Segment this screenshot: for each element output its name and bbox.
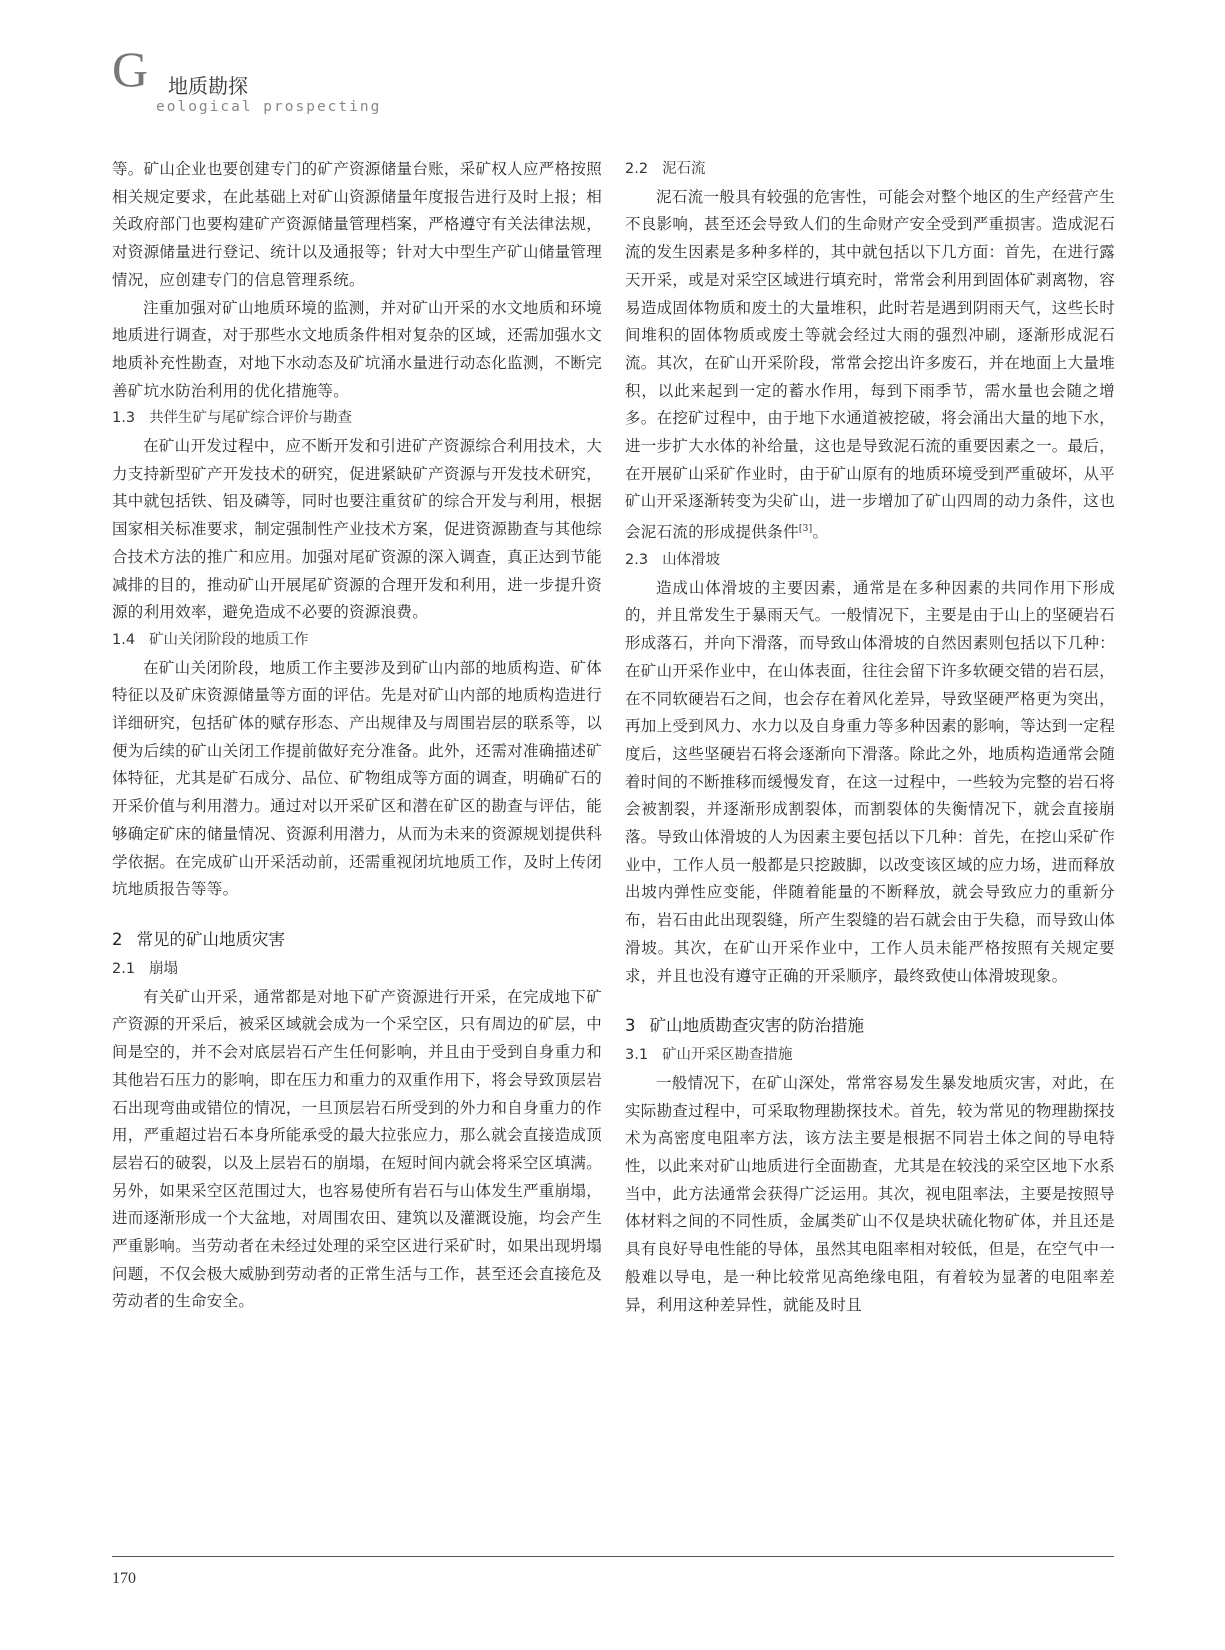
paragraph: 泥石流一般具有较强的危害性，可能会对整个地区的生产经营产生不良影响，甚至还会导致人们的生命财产安全受到严重损害。造成泥石流的发生因素是多种多样的，其中就包括以下几方面：首先，在进行露天开采，或是对采空区域进行填充时，常常会利用到固体矿剥离物，容易造成固体物质和废土的大量堆积，此时若是遇到阴雨天气，这些长时间堆积的固体物质或废土等就会经过大雨的强烈冲刷，逐渐形成泥石流。其次，在矿山开采阶段，常常会挖出许多废石，并在地面上大量堆积，以此来起到一定的蓄水作用，每到下雨季节，需水量也会随之增多。在挖矿过程中，由于地下水通道被挖破，将会涌出大量的地下水，进一步扩大水体的补给量，这也是导致泥石流的重要因素之一。最后，在开展矿山采矿作业时，由于矿山原有的地质环境受到严重破坏，从平矿山开采逐渐转变为尖矿山，进一步增加了矿山四周的动力条件，这也会泥石流的形成提供条件[3]。: [625, 187, 1115, 542]
paragraph: 在矿山关闭阶段，地质工作主要涉及到矿山内部的地质构造、矿体特征以及矿床资源储量等方面的评估。先是对矿山内部的地质构造进行详细研究，包括矿体的赋存形态、产出规律及与周围岩层的联系等，以便为后续的矿山关闭工作提前做好充分准备。此外，还需对准确描述矿体特征，尤其是矿石成分、品位、矿物组成等方面的调查，明确矿石的开采价值与利用潜力。通过对以开采矿区和潜在矿区的勘查与评估，能够确定矿床的储量情况、资源利用潜力，从而为未来的资源规划提供科学依据。在完成矿山开采活动前，还需重视闭坑地质工作，及时上传闭坑地质报告等等。: [112, 658, 602, 899]
journal-section-title: 地质勘探: [168, 74, 248, 98]
journal-section-subtitle: eological prospecting: [156, 99, 382, 115]
chapter-heading: 3 矿山地质勘查灾害的防治措施: [625, 1016, 864, 1036]
journal-logo-letter: G: [112, 41, 149, 97]
journal-header: [112, 41, 712, 124]
right-column: [625, 156, 1115, 1319]
page-number: 170: [112, 1570, 136, 1587]
section-heading: 3.1 矿山开采区勘查措施: [625, 1047, 793, 1064]
section-heading: 2.2 泥石流: [625, 161, 706, 177]
paragraph: 等。矿山企业也要创建专门的矿产资源储量台账，采矿权人应严格按照相关规定要求，在此基础上对矿山资源储量年度报告进行及时上报；相关政府部门也要构建矿产资源储量管理档案，严格遵守有关法律法规，对资源储量进行登记、统计以及通报等；针对大中型生产矿山储量管理情况，应创建专门的信息管理系统。: [112, 160, 602, 289]
citation-reference: [3]: [798, 524, 813, 535]
section-heading: 1.3 共伴生矿与尾矿综合评价与勘查: [112, 410, 353, 427]
paragraph: 造成山体滑坡的主要因素，通常是在多种因素的共同作用下形成的，并且常发生于暴雨天气。一般情况下，主要是由于山上的坚硬岩石形成落石，并向下滑落，而导致山体滑坡的自然因素则包括以下几种：在矿山开采作业中，在山体表面，往往会留下许多软硬交错的岩石层，在不同软硬岩石之间，也会存在着风化差异，导致坚硬严格更为突出，再加上受到风力、水力以及自身重力等多种因素的影响，等达到一定程度后，这些坚硬岩石将会逐渐向下滑落。除此之外，地质构造通常会随着时间的不断推移而缓慢发育，在这一过程中，一些较为完整的岩石将会被割裂，并逐渐形成割裂体，而割裂体的失衡情况下，就会直接崩落。导致山体滑坡的人为因素主要包括以下几种：首先，在挖山采矿作业中，工作人员一般都是只挖跛脚，以改变该区域的应力场，进而释放出坡内弹性应变能，伴随着能量的不断释放，就会导致应力的重新分布，岩石由此出现裂缝，所产生裂缝的岩石就会由于失稳，而导致山体滑坡。其次，在矿山开采作业中，工作人员未能严格按照有关规定要求，并且也没有遵守正确的开采顺序，最终致使山体滑坡现象。: [625, 578, 1115, 985]
left-column: [112, 156, 602, 1316]
paragraph: 注重加强对矿山地质环境的监测，并对矿山开采的水文地质和环境地质进行调查，对于那些水文地质条件相对复杂的区域，还需加强水文地质补充性勘查，对地下水动态及矿坑涌水量进行动态化监测，不断完善矿坑水防治利用的优化措施等。: [112, 298, 602, 400]
footer-divider: [112, 1556, 1114, 1557]
paragraph: 在矿山开发过程中，应不断开发和引进矿产资源综合利用技术，大力支持新型矿产开发技术的研究，促进紧缺矿产资源与开发技术研究，其中就包括铁、铝及磷等，同时也要注重贫矿的综合开发与利用，根据国家相关标准要求，制定强制性产业技术方案，促进资源勘查与其他综合技术方法的推广和应用。加强对尾矿资源的深入调查，真正达到节能减排的目的，推动矿山开展尾矿资源的合理开发和利用，进一步提升资源的利用效率，避免造成不必要的资源浪费。: [112, 437, 602, 622]
section-heading: 1.4 矿山关闭阶段的地质工作: [112, 631, 309, 648]
chapter-heading: 2 常见的矿山地质灾害: [112, 929, 285, 949]
paragraph: 一般情况下，在矿山深处，常常容易发生暴发地质灾害，对此，在实际勘查过程中，可采取物理勘探技术。首先，较为常见的物理勘探技术为高密度电阻率方法，该方法主要是根据不同岩土体之间的导电特性，以此来对矿山地质进行全面勘查，尤其是在较浅的采空区地下水系当中，此方法通常会获得广泛运用。其次，视电阻率法，主要是按照导体材料之间的不同性质，金属类矿山不仅是块状硫化物矿体，并且还是具有良好导电性能的导体，虽然其电阻率相对较低，但是，在空气中一般难以导电，是一种比较常见高绝缘电阻，有着较为显著的电阻率差异，利用这种差异性，就能及时且: [625, 1073, 1115, 1314]
section-heading: 2.1 崩塌: [112, 960, 179, 977]
paragraph: 有关矿山开采，通常都是对地下矿产资源进行开采，在完成地下矿产资源的开采后，被采区域就会成为一个采空区，只有周边的矿层，中间是空的，并不会对底层岩石产生任何影响，并且由于受到自身重力和其他岩石压力的影响，即在压力和重力的双重作用下，将会导致顶层岩石出现弯曲或错位的情况，一旦顶层岩石所受到的外力和自身重力的作用，严重超过岩石本身所能承受的最大拉张应力，那么就会直接造成顶层岩石的破裂，以及上层岩石的崩塌，在短时间内就会将采空区填满。另外，如果采空区范围过大，也容易使所有岩石与山体发生严重崩塌，进而逐渐形成一个大盆地，对周围农田、建筑以及灌溉设施，均会产生严重影响。当劳动者在未经过处理的采空区进行采矿时，如果出现坍塌问题，不仅会极大威胁到劳动者的正常生活与工作，甚至还会直接危及劳动者的生命安全。: [112, 987, 602, 1311]
section-heading: 2.3 山体滑坡: [625, 552, 721, 568]
